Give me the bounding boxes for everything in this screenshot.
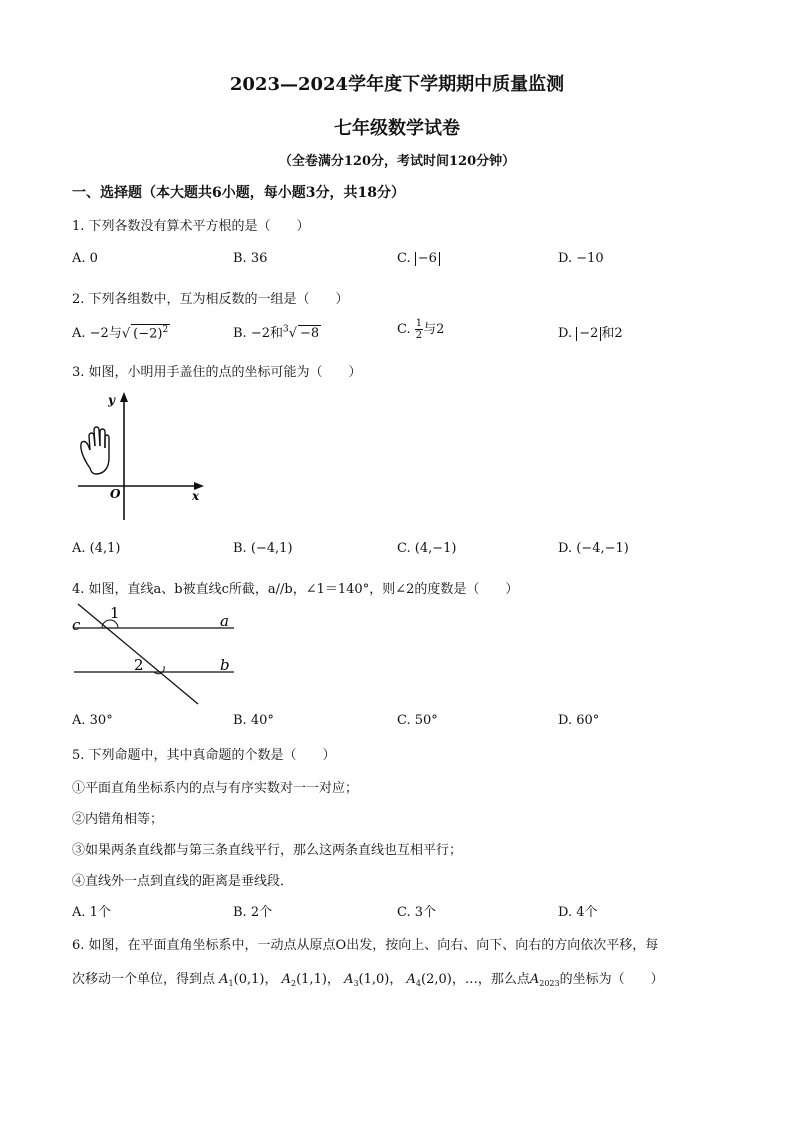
q3-origin-label: O bbox=[110, 487, 121, 501]
q5-option-b: B. 2个 bbox=[233, 905, 273, 920]
q5-statement-1: ①平面直角坐标系内的点与有序实数对一一对应； bbox=[72, 781, 359, 796]
q2-option-c-den: 2 bbox=[415, 330, 423, 341]
exam-title: 2023—2024学年度下学期期中质量监测 bbox=[229, 74, 565, 95]
q2-option-d-suffix: 和2 bbox=[601, 326, 623, 341]
q6-line-1: 6. 如图，在平面直角坐标系中，一动点从原点O出发，按向上、向右、向下、向右的方向依次平移，每 bbox=[72, 938, 659, 953]
q6-text-c: 的坐标为（ ） bbox=[559, 972, 664, 987]
q3-stem: 3. 如图，小明用手盖住的点的坐标可能为（ ） bbox=[72, 365, 362, 380]
q4-label-c: c bbox=[72, 616, 81, 634]
q2-option-d-prefix: D. bbox=[558, 326, 573, 341]
q2-option-a-sqrt: √ $(-2)^2$ bbox=[121, 324, 169, 341]
q2-option-c-suffix: 与2 bbox=[423, 322, 445, 337]
q3-option-a: A. (4,1) bbox=[72, 541, 121, 556]
q3-option-b: B. (−4,1) bbox=[233, 541, 293, 556]
q2-option-c-num: 1 bbox=[415, 318, 423, 329]
q3-coordinate-figure bbox=[72, 388, 212, 524]
q5-stem: 5. 下列命题中，其中真命题的个数是（ ） bbox=[72, 748, 336, 763]
q6-point-3-sub: 3 bbox=[353, 979, 359, 988]
q3-y-arrow bbox=[120, 392, 128, 402]
q6-text-a: 次移动一个单位，得到点 bbox=[72, 972, 216, 987]
q1-option-a: A. 0 bbox=[72, 251, 98, 266]
q2-option-b bbox=[233, 322, 321, 341]
q4-line-c bbox=[78, 604, 198, 704]
q6-point-4-coord: (2,0) bbox=[421, 972, 452, 987]
q6-point-1: A bbox=[219, 972, 229, 987]
q3-option-d: D. (−4,−1) bbox=[558, 541, 629, 556]
q1-option-d: D. −10 bbox=[558, 251, 604, 266]
section-heading: 一、选择题（本大题共6小题，每小题3分，共18分） bbox=[72, 185, 405, 201]
q4-option-d: D. 60° bbox=[558, 713, 600, 728]
exam-note: （全卷满分120分，考试时间120分钟） bbox=[278, 154, 516, 169]
q2-option-b-index: 3 bbox=[282, 324, 289, 335]
q1-option-b: B. 36 bbox=[233, 251, 268, 266]
q4-stem: 4. 如图，直线a、b被直线c所截，a//b，∠1＝140°，则∠2的度数是（ ） bbox=[72, 582, 519, 597]
q1-option-c bbox=[397, 251, 440, 266]
q4-option-c: C. 50° bbox=[397, 713, 438, 728]
q2-option-c bbox=[397, 318, 444, 341]
q5-statement-2: ②内错角相等； bbox=[72, 812, 164, 827]
q1-option-c-label: C. bbox=[397, 251, 411, 266]
q6-line-2: 次移动一个单位，得到点 $A_1(0,1)$， $A_2(1,1)$， $A_3(1,0)$， $A_4(2,0)$，…，那么点$A_{2023}$的坐标为（ ） bbox=[72, 972, 664, 988]
q5-option-c: C. 3个 bbox=[397, 905, 437, 920]
q6-point-4: A bbox=[406, 972, 416, 987]
q4-option-a: A. 30° bbox=[72, 713, 113, 728]
q2-option-c-prefix: C. bbox=[397, 322, 411, 337]
q6-point-2-coord: (1,1) bbox=[296, 972, 327, 987]
q6-point-3-coord: (1,0) bbox=[358, 972, 390, 987]
q5-option-d: D. 4个 bbox=[558, 905, 598, 920]
q1-stem: 1. 下列各数没有算术平方根的是（ ） bbox=[72, 219, 310, 234]
q2-option-c-fraction bbox=[415, 318, 423, 341]
q2-option-a-prefix: A. −2与 bbox=[72, 326, 122, 341]
q6-point-1-coord: (0,1) bbox=[233, 972, 265, 987]
q6-point-2023: A bbox=[529, 972, 540, 987]
exam-subtitle: 七年级数学试卷 bbox=[334, 118, 460, 139]
q2-option-a-exp: 2 bbox=[162, 324, 169, 335]
q4-option-b: B. 40° bbox=[233, 713, 274, 728]
q6-point-2: A bbox=[281, 972, 291, 987]
q6-point-4-sub: 4 bbox=[415, 979, 421, 988]
q5-statement-3: ③如果两条直线都与第三条直线平行，那么这两条直线也互相平行； bbox=[72, 843, 463, 858]
hand-icon bbox=[81, 427, 109, 474]
q4-label-2: 2 bbox=[134, 656, 144, 674]
q3-y-label: y bbox=[108, 393, 115, 407]
q6-point-2-sub: 2 bbox=[291, 979, 297, 988]
q4-label-b: b bbox=[220, 656, 230, 674]
q2-stem: 2. 下列各组数中，互为相反数的一组是（ ） bbox=[72, 292, 349, 307]
q4-label-a: a bbox=[220, 612, 229, 630]
q6-point-3: A bbox=[344, 972, 354, 987]
q4-parallel-lines-figure bbox=[70, 600, 240, 708]
q6-point-2023-sub: 2023 bbox=[539, 979, 560, 988]
q5-option-a: A. 1个 bbox=[72, 905, 111, 920]
q3-option-c: C. (4,−1) bbox=[397, 541, 457, 556]
q2-option-b-radicand: −8 bbox=[300, 326, 320, 341]
q4-label-1: 1 bbox=[110, 604, 120, 622]
q2-option-a-radicand: (−2) bbox=[133, 326, 163, 341]
q2-option-d bbox=[558, 322, 623, 341]
q1-option-c-abs: −6 bbox=[415, 252, 440, 266]
q2-option-a bbox=[72, 322, 170, 341]
q3-x-label: x bbox=[192, 489, 200, 503]
q2-option-b-prefix: B. −2和 bbox=[233, 326, 283, 341]
q5-statement-4: ④直线外一点到直线的距离是垂线段． bbox=[72, 874, 294, 889]
q6-text-b: ，…，那么点 bbox=[451, 972, 530, 987]
q6-point-1-sub: 1 bbox=[228, 979, 234, 988]
q2-option-d-abs: −2 bbox=[576, 327, 601, 341]
q2-option-b-cbrt: √ −8 bbox=[288, 326, 320, 341]
